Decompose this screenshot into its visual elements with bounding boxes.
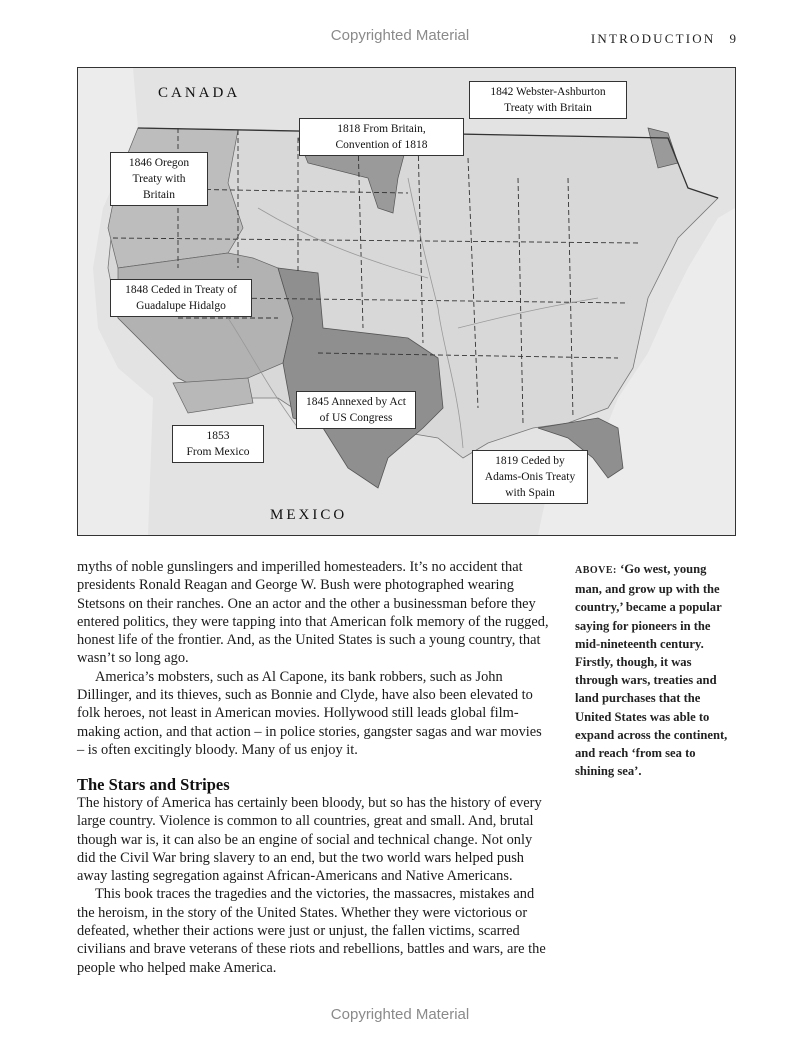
- territorial-expansion-map: [77, 67, 736, 536]
- paragraph-1: myths of noble gunslingers and imperilled homesteaders. It’s no accident that presidents Ronald Reagan and George W. Bush were photographed wearing Stetsons on their ranches. One an actor and the other a businessman before they entered politics, they were tapping into that American folk memory of the rugged, honest life of the frontier. And, as the United States is such a young country, that wasn’t so long ago.: [77, 559, 549, 667]
- watermark-bottom: Copyrighted Material: [330, 1006, 470, 1023]
- section-heading: The Stars and Stripes: [77, 775, 230, 794]
- page-number: 9: [729, 31, 736, 46]
- callout-gadsden-1853: 1853 From Mexico: [172, 425, 264, 463]
- running-head-title: INTRODUCTION: [590, 31, 716, 46]
- callout-guadalupe-hidalgo: 1848 Ceded in Treaty of Guadalupe Hidalgo: [110, 279, 252, 317]
- callout-adams-onis: 1819 Ceded by Adams-Onis Treaty with Spain: [472, 450, 588, 504]
- watermark-top: Copyrighted Material: [330, 27, 470, 44]
- callout-texas-annexation: 1845 Annexed by Act of US Congress: [296, 391, 416, 429]
- callout-oregon-treaty: 1846 Oregon Treaty with Britain: [110, 152, 208, 206]
- callout-convention-1818: 1818 From Britain, Convention of 1818: [299, 118, 464, 156]
- label-mexico: MEXICO: [270, 507, 348, 523]
- running-head: [591, 31, 736, 47]
- body-text-lower: [77, 794, 550, 977]
- caption-lead: ABOVE:: [575, 565, 617, 576]
- label-canada: CANADA: [158, 85, 241, 101]
- body-text-upper: [77, 558, 550, 759]
- paragraph-3: The history of America has certainly been bloody, but so has the history of every large country. Violence is common to all countries, great and small. And, brutal though war is, it can also be an engine of social and technical change. Not only did the Civil War bring slavery to an end, but the two world wars helped push away lasting segregation against African-Americans and Native Americans.: [77, 795, 542, 885]
- paragraph-2: America’s mobsters, such as Al Capone, its bank robbers, such as John Dillinger, and its thieves, such as Bonnie and Clyde, have also been elevated to folk heroes, not least in American movies. Hollywood still leads global film-making action, and that action – in police stories, gangster sagas and war movies – is often excitingly bloody. Many of us enjoy it.: [77, 668, 542, 758]
- map-caption: [575, 560, 735, 780]
- caption-text: ‘Go west, young man, and grow up with the country,’ became a popular saying for pioneers in the mid-nineteenth century. Firstly, though, it was through wars, treaties and land purchases that the United States was able to expand across the continent, and reach ‘from sea to shining sea’.: [575, 562, 728, 779]
- callout-webster-ashburton: 1842 Webster-Ashburton Treaty with Britain: [469, 81, 627, 119]
- paragraph-4: This book traces the tragedies and the victories, the massacres, mistakes and the heroism, in the story of the United States. Whether they were victorious or defeated, whether their actions were just or unjust, the fallen victims, scarred civilians and brave veterans of these riots and rebellions, battles and wars, are the people who helped make America.: [77, 886, 546, 976]
